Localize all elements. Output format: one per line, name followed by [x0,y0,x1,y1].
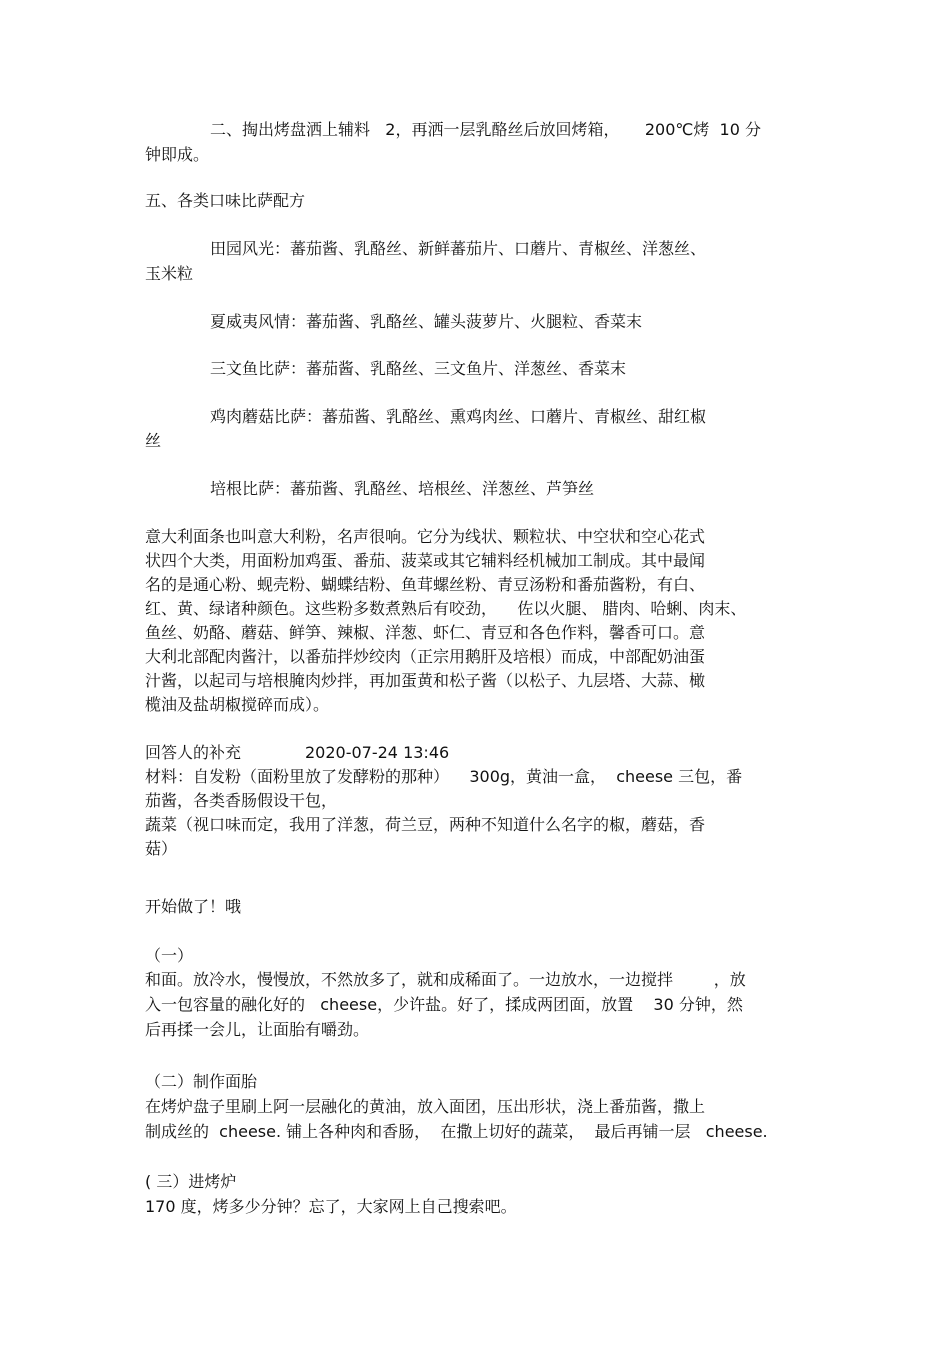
step3-heading: ( 三）进烤炉 [145,1172,237,1191]
supplement-label: 回答人的补充 [145,743,242,762]
step2-body-line-2: 制成丝的 cheese. 铺上各种肉和香肠， 在撒上切好的蔬菜， 最后再铺一层 cheese. [145,1122,768,1141]
pasta-line-4: 红、黄、绿诸种颜色。这些粉多数煮熟后有咬劲， 佐以火腿、 腊肉、哈蜊、肉末、 [145,599,747,618]
step1-line-3: 后再揉一会儿，让面胎有嚼劲。 [145,1020,370,1039]
pasta-line-2: 状四个大类，用面粉加鸡蛋、番茄、菠菜或其它辅料经机械加工制成。其中最闻 [145,551,706,570]
recipe-chicken-mushroom-line2: 丝 [145,431,162,450]
pasta-line-8: 榄油及盐胡椒搅碎而成）。 [145,695,330,714]
step2-line2: 钟即成。 [145,145,210,164]
pasta-line-3: 名的是通心粉、蚬壳粉、蝴蝶结粉、鱼茸螺丝粉、青豆汤粉和番茄酱粉，有白、 [145,575,706,594]
recipe-salmon: 三文鱼比萨：蕃茄酱、乳酪丝、三文鱼片、洋葱丝、香菜末 [210,359,627,378]
materials-line-2: 茄酱，各类香肠假设干包， [145,791,338,810]
step2-body-line-1: 在烤炉盘子里刷上阿一层融化的黄油，放入面团，压出形状，浇上番茄酱，撒上 [145,1097,706,1116]
materials-line-1: 材料：自发粉（面粉里放了发酵粉的那种） 300g，黄油一盒， cheese 三包，番 [145,767,743,786]
recipe-hawaii: 夏威夷风情：蕃茄酱、乳酪丝、罐头菠萝片、火腿粒、香菜末 [210,312,643,331]
pasta-line-7: 汁酱，以起司与培根腌肉炒拌，再加蛋黄和松子酱（以松子、九层塔、大蒜、橄 [145,671,706,690]
step2-heading: （二）制作面胎 [145,1072,258,1091]
recipe-tianyuan-line2: 玉米粒 [145,264,194,283]
section5-heading: 五、各类口味比萨配方 [145,191,306,210]
step1-heading: （一） [145,946,194,965]
pasta-line-5: 鱼丝、奶酪、蘑菇、鲜笋、辣椒、洋葱、虾仁、青豆和各色作料，馨香可口。意 [145,623,706,642]
recipe-bacon: 培根比萨：蕃茄酱、乳酪丝、培根丝、洋葱丝、芦笋丝 [210,479,595,498]
start-line: 开始做了！哦 [145,897,242,916]
step1-line-1: 和面。放冷水，慢慢放，不然放多了，就和成稀面了。一边放水，一边搅拌 ，放 [145,970,746,989]
step1-line-2: 入一包容量的融化好的 cheese，少许盐。好了，揉成两团面，放置 30 分钟，然 [145,995,743,1014]
supplement-timestamp: 2020-07-24 13:46 [305,743,450,762]
recipe-chicken-mushroom-line1: 鸡肉蘑菇比萨：蕃茄酱、乳酪丝、熏鸡肉丝、口蘑片、青椒丝、甜红椒 [210,407,707,426]
pasta-line-6: 大利北部配肉酱汁，以番茄拌炒绞肉（正宗用鹅肝及培根）而成，中部配奶油蛋 [145,647,706,666]
recipe-tianyuan-line1: 田园风光：蕃茄酱、乳酪丝、新鲜蕃茄片、口蘑片、青椒丝、洋葱丝、 [210,239,707,258]
materials-line-3: 蔬菜（视口味而定，我用了洋葱，荷兰豆，两种不知道什么名字的椒，蘑菇，香 [145,815,706,834]
step3-line-1: 170 度，烤多少分钟？忘了，大家网上自己搜索吧。 [145,1197,517,1216]
materials-line-4: 菇） [145,839,178,858]
pasta-line-1: 意大利面条也叫意大利粉，名声很响。它分为线状、颗粒状、中空状和空心花式 [145,527,706,546]
step2-line1: 二、掏出烤盘洒上辅料 2，再洒一层乳酪丝后放回烤箱， 200℃烤 10 分 [210,120,761,139]
